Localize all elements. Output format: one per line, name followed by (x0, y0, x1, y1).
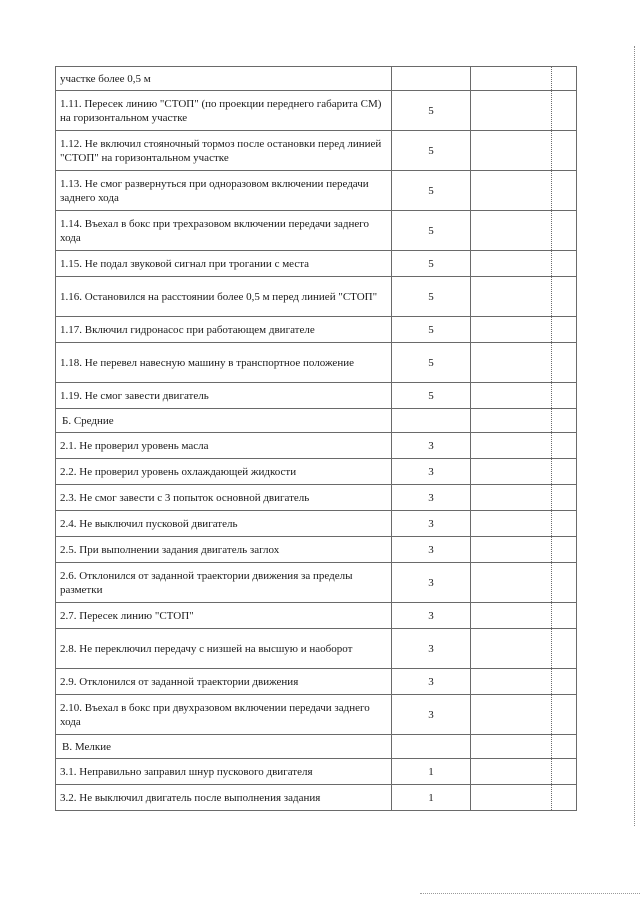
table-row (56, 277, 577, 317)
violation-text: 1.16. Остановился на расстоянии более 0,5 м перед линией "СТОП" (56, 277, 392, 317)
violation-text: 2.7. Пересек линию "СТОП" (56, 603, 392, 629)
violation-text: 1.12. Не включил стояночный тормоз после остановки перед линией "СТОП" на горизонтальном участке (56, 131, 392, 171)
empty-cell (552, 537, 577, 563)
violation-text: 2.10. Въехал в бокс при двухразовом включении передачи заднего хода (56, 695, 392, 735)
table-row (56, 629, 577, 669)
empty-cell (552, 695, 577, 735)
penalty-points: 3 (392, 537, 471, 563)
penalty-points: 3 (392, 629, 471, 669)
penalty-points: 5 (392, 91, 471, 131)
empty-cell (471, 251, 552, 277)
table-row (56, 211, 577, 251)
table-row (56, 695, 577, 735)
empty-cell (552, 459, 577, 485)
empty-cell (552, 343, 577, 383)
empty-cell (552, 317, 577, 343)
table-row (56, 485, 577, 511)
empty-cell (471, 317, 552, 343)
empty-cell (552, 251, 577, 277)
empty-cell (552, 131, 577, 171)
violation-text: 2.2. Не проверил уровень охлаждающей жидкости (56, 459, 392, 485)
penalty-points: 5 (392, 171, 471, 211)
table-row (56, 511, 577, 537)
penalty-points: 3 (392, 433, 471, 459)
table-row (56, 131, 577, 171)
table-body (56, 67, 577, 811)
table-row (56, 563, 577, 603)
page-edge-bottom (420, 893, 640, 894)
empty-cell (471, 409, 552, 433)
penalty-points: 3 (392, 669, 471, 695)
empty-cell (552, 759, 577, 785)
empty-cell (552, 171, 577, 211)
violation-text: 1.13. Не смог развернуться при одноразовом включении передачи заднего хода (56, 171, 392, 211)
empty-cell (552, 735, 577, 759)
table-row (56, 343, 577, 383)
table-row (56, 171, 577, 211)
violation-text: 2.9. Отклонился от заданной траектории движения (56, 669, 392, 695)
empty-cell (471, 485, 552, 511)
penalty-points: 3 (392, 563, 471, 603)
penalty-points: 5 (392, 383, 471, 409)
violation-text: 2.1. Не проверил уровень масла (56, 433, 392, 459)
penalty-points: 3 (392, 459, 471, 485)
empty-cell (471, 759, 552, 785)
penalty-points: 5 (392, 211, 471, 251)
empty-cell (471, 785, 552, 811)
empty-cell (552, 563, 577, 603)
violations-table (55, 66, 577, 811)
table-row (56, 537, 577, 563)
penalty-points: 5 (392, 317, 471, 343)
penalty-points: 5 (392, 343, 471, 383)
empty-cell (552, 383, 577, 409)
violation-text: участке более 0,5 м (56, 67, 392, 91)
table-row (56, 669, 577, 695)
empty-cell (552, 409, 577, 433)
violation-text: 1.11. Пересек линию "СТОП" (по проекции переднего габарита СМ) на горизонтальном участке (56, 91, 392, 131)
empty-cell (471, 383, 552, 409)
empty-cell (552, 67, 577, 91)
table-row (56, 759, 577, 785)
penalty-points: 3 (392, 695, 471, 735)
violation-text: 2.6. Отклонился от заданной траектории движения за пределы разметки (56, 563, 392, 603)
empty-cell (471, 695, 552, 735)
table-row (56, 785, 577, 811)
violation-text: 3.2. Не выключил двигатель после выполнения задания (56, 785, 392, 811)
empty-cell (471, 459, 552, 485)
violation-text: 1.19. Не смог завести двигатель (56, 383, 392, 409)
section-title: Б. Средние (56, 409, 392, 433)
penalty-points: 1 (392, 785, 471, 811)
empty-cell (471, 735, 552, 759)
empty-cell (471, 343, 552, 383)
violation-text: 2.8. Не переключил передачу с низшей на высшую и наоборот (56, 629, 392, 669)
empty-cell (552, 91, 577, 131)
table-row (56, 251, 577, 277)
empty-cell (471, 629, 552, 669)
empty-cell (471, 537, 552, 563)
penalty-points (392, 67, 471, 91)
table-row (56, 67, 577, 91)
violation-text: 2.4. Не выключил пусковой двигатель (56, 511, 392, 537)
empty-cell (471, 511, 552, 537)
empty-cell (471, 563, 552, 603)
section-row (56, 409, 577, 433)
empty-cell (471, 91, 552, 131)
table-row (56, 433, 577, 459)
empty-cell (471, 669, 552, 695)
penalty-points: 5 (392, 251, 471, 277)
violation-text: 2.3. Не смог завести с 3 попыток основной двигатель (56, 485, 392, 511)
empty-cell (471, 131, 552, 171)
violation-text: 2.5. При выполнении задания двигатель заглох (56, 537, 392, 563)
table-row (56, 603, 577, 629)
penalty-points: 3 (392, 511, 471, 537)
empty-cell (552, 433, 577, 459)
penalty-points: 1 (392, 759, 471, 785)
violation-text: 3.1. Неправильно заправил шнур пускового двигателя (56, 759, 392, 785)
empty-cell (471, 433, 552, 459)
table-row (56, 91, 577, 131)
empty-cell (552, 629, 577, 669)
empty-cell (552, 511, 577, 537)
penalty-points: 5 (392, 277, 471, 317)
empty-cell (471, 171, 552, 211)
section-title: В. Мелкие (56, 735, 392, 759)
violation-text: 1.15. Не подал звуковой сигнал при трогании с места (56, 251, 392, 277)
empty-cell (471, 67, 552, 91)
table-row (56, 383, 577, 409)
empty-cell (552, 669, 577, 695)
table-row (56, 459, 577, 485)
empty-cell (552, 485, 577, 511)
page-edge-right (634, 46, 635, 826)
penalty-points: 3 (392, 485, 471, 511)
empty-cell (552, 785, 577, 811)
empty-cell (552, 211, 577, 251)
section-row (56, 735, 577, 759)
penalty-points (392, 735, 471, 759)
penalty-points: 3 (392, 603, 471, 629)
empty-cell (471, 603, 552, 629)
empty-cell (552, 603, 577, 629)
empty-cell (552, 277, 577, 317)
violation-text: 1.17. Включил гидронасос при работающем двигателе (56, 317, 392, 343)
empty-cell (471, 277, 552, 317)
empty-cell (471, 211, 552, 251)
violation-text: 1.14. Въехал в бокс при трехразовом включении передачи заднего хода (56, 211, 392, 251)
table-row (56, 317, 577, 343)
violation-text: 1.18. Не перевел навесную машину в транспортное положение (56, 343, 392, 383)
penalty-points (392, 409, 471, 433)
penalty-points: 5 (392, 131, 471, 171)
